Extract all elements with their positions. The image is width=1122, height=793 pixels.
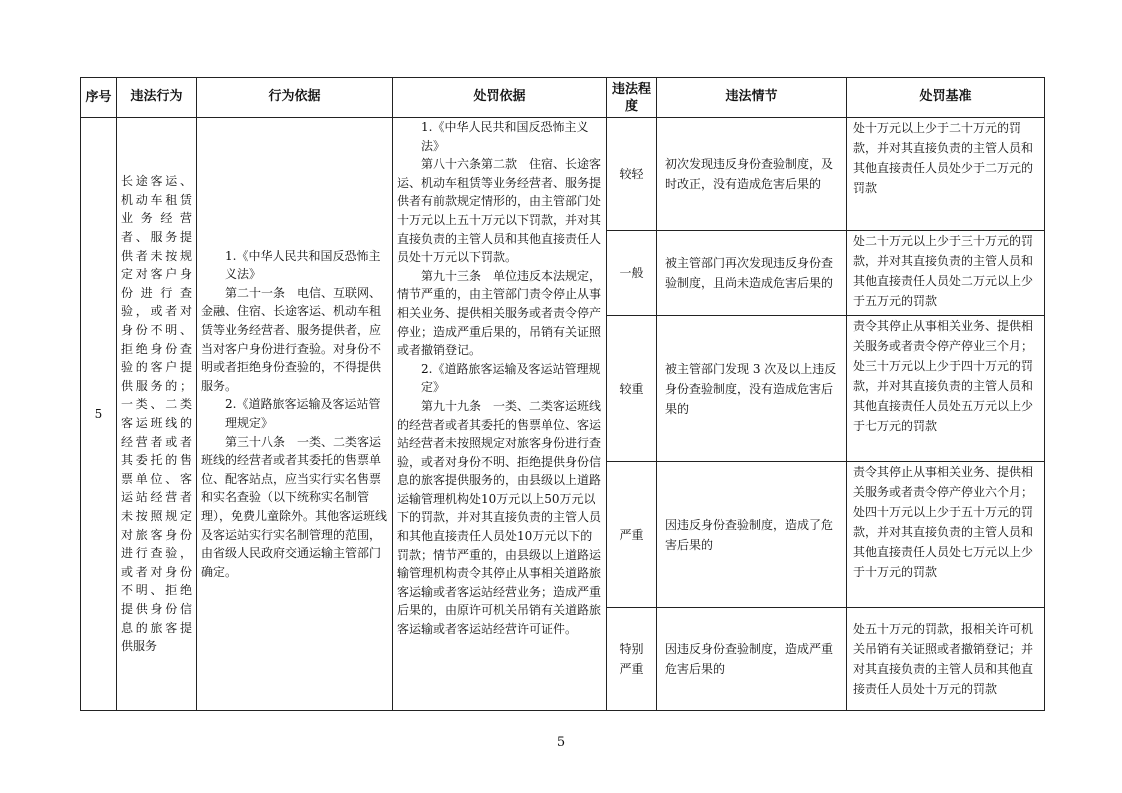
situation-level-1: 初次发现违反身份查验制度，及时改正，没有造成危害后果的 — [657, 118, 847, 231]
table-row — [81, 118, 1045, 231]
header-degree: 违法程度 — [607, 78, 657, 118]
header-seq: 序号 — [81, 78, 117, 118]
page-number: 5 — [556, 735, 566, 750]
degree-level-2: 一般 — [607, 231, 657, 316]
degree-level-4: 严重 — [607, 462, 657, 608]
basis-article-38: 第三十八条 一类、二类客运班线的经营者或者其委托的售票单位、配客站点，应当实行实名售票和实名查验（以下统称实名制管理），免费儿童除外。其他客运班线及客运站实行实名制管理的范围，由省级人民政府交通运输主管部门确定。 — [201, 434, 388, 579]
row-seq: 5 — [81, 118, 117, 711]
penalty-standard-table — [80, 77, 1045, 711]
header-situation: 违法情节 — [657, 78, 847, 118]
penalty-law-title-2: 2.《道路旅客运输及客运站管理规定》 — [421, 361, 601, 395]
basis-law-title-2: 2.《道路旅客运输及客运站管理规定》 — [225, 397, 381, 430]
degree-level-1: 较轻 — [607, 118, 657, 231]
penalty-article-99: 第九十九条 一类、二类客运班线的经营者或者其委托的售票单位、客运站经营者未按照规定对旅客身份进行查验，或者对身份不明、拒绝提供身份信息的旅客提供服务的，由县级以上道路运输管理机构处10万元以上50万元以下的罚款，并对其直接负责的主管人员和其他直接责任人员处10万元以下的罚款；情节严重的，由县级以上道路运输管理机构责令其停止从事相关道路旅客运输或者客运站经营业务；造成严重后果的，由原许可机关吊销有关道路旅客运输或者客运站经营许可证件。 — [397, 398, 602, 637]
header-penalty-basis: 处罚依据 — [393, 78, 607, 118]
header-basis: 行为依据 — [197, 78, 393, 118]
situation-level-2: 被主管部门再次发现违反身份查验制度，且尚未造成危害后果的 — [657, 231, 847, 316]
situation-level-3: 被主管部门发现 3 次及以上违反身份查验制度，没有造成危害后果的 — [657, 316, 847, 462]
basis-law-title-1: 1.《中华人民共和国反恐怖主义法》 — [225, 248, 381, 282]
standard-level-3: 责令其停止从事相关业务、提供相关服务或者责令停产停业三个月；处三十万元以上少于四十万元的罚款，并对其直接负责的主管人员和其他直接责任人员处五万元以上少于七万元的罚款 — [847, 316, 1045, 462]
standard-level-5: 处五十万元的罚款，报相关许可机关吊销有关证照或者撤销登记；并对其直接负责的主管人员和其他直接责任人员处十万元的罚款 — [847, 608, 1045, 711]
degree-level-3: 较重 — [607, 316, 657, 462]
penalty-article-86: 第八十六条第二款 住宿、长途客运、机动车租赁等业务经营者、服务提供者有前款规定情形的，由主管部门处十万元以上五十万元以下罚款，并对其直接负责的主管人员和其他直接责任人员处十万元以下罚款。 — [397, 157, 602, 265]
degree-level-5: 特别严重 — [607, 608, 657, 711]
row-penalty-basis — [393, 118, 607, 711]
header-act: 违法行为 — [117, 78, 197, 118]
situation-level-4: 因违反身份查验制度，造成了危害后果的 — [657, 462, 847, 608]
header-standard: 处罚基准 — [847, 78, 1045, 118]
row-act-basis — [197, 118, 393, 711]
penalty-law-title-1: 1.《中华人民共和国反恐怖主义法》 — [421, 120, 589, 153]
standard-level-2: 处二十万元以上少于三十万元的罚款，并对其直接负责的主管人员和其他直接责任人员处二万元以上少于五万元的罚款 — [847, 231, 1045, 316]
standard-level-1: 处十万元以上少于二十万元的罚款，并对其直接负责的主管人员和其他直接责任人员处少于二万元的罚款 — [847, 118, 1045, 231]
header-row — [81, 78, 1045, 118]
basis-article-21: 第二十一条 电信、互联网、金融、住宿、长途客运、机动车租赁等业务经营者、服务提供者，应当对客户身份进行查验。对身份不明或者拒绝身份查验的，不得提供服务。 — [201, 285, 382, 393]
row-violation-act: 长途客运、机动车租赁业务经营者、服务提供者未按规定对客户身份进行查验，或者对身份不明、拒绝身份查验的客户提供服务的；一类、二类客运班线的经营者或者其委托的售票单位、客运站经营者未按照规定对旅客身份进行查验，或者对身份不明、拒绝提供身份信息的旅客提供服务 — [117, 118, 197, 711]
standard-level-4: 责令其停止从事相关业务、提供相关服务或者责令停产停业六个月；处四十万元以上少于五十万元的罚款，并对其直接负责的主管人员和其他直接责任人员处七万元以上少于十万元的罚款 — [847, 462, 1045, 608]
situation-level-5: 因违反身份查验制度，造成严重危害后果的 — [657, 608, 847, 711]
penalty-article-93: 第九十三条 单位违反本法规定，情节严重的，由主管部门责令停止从事相关业务、提供相关服务或者责令停产停业；造成严重后果的，吊销有关证照或者撤销登记。 — [397, 268, 602, 358]
